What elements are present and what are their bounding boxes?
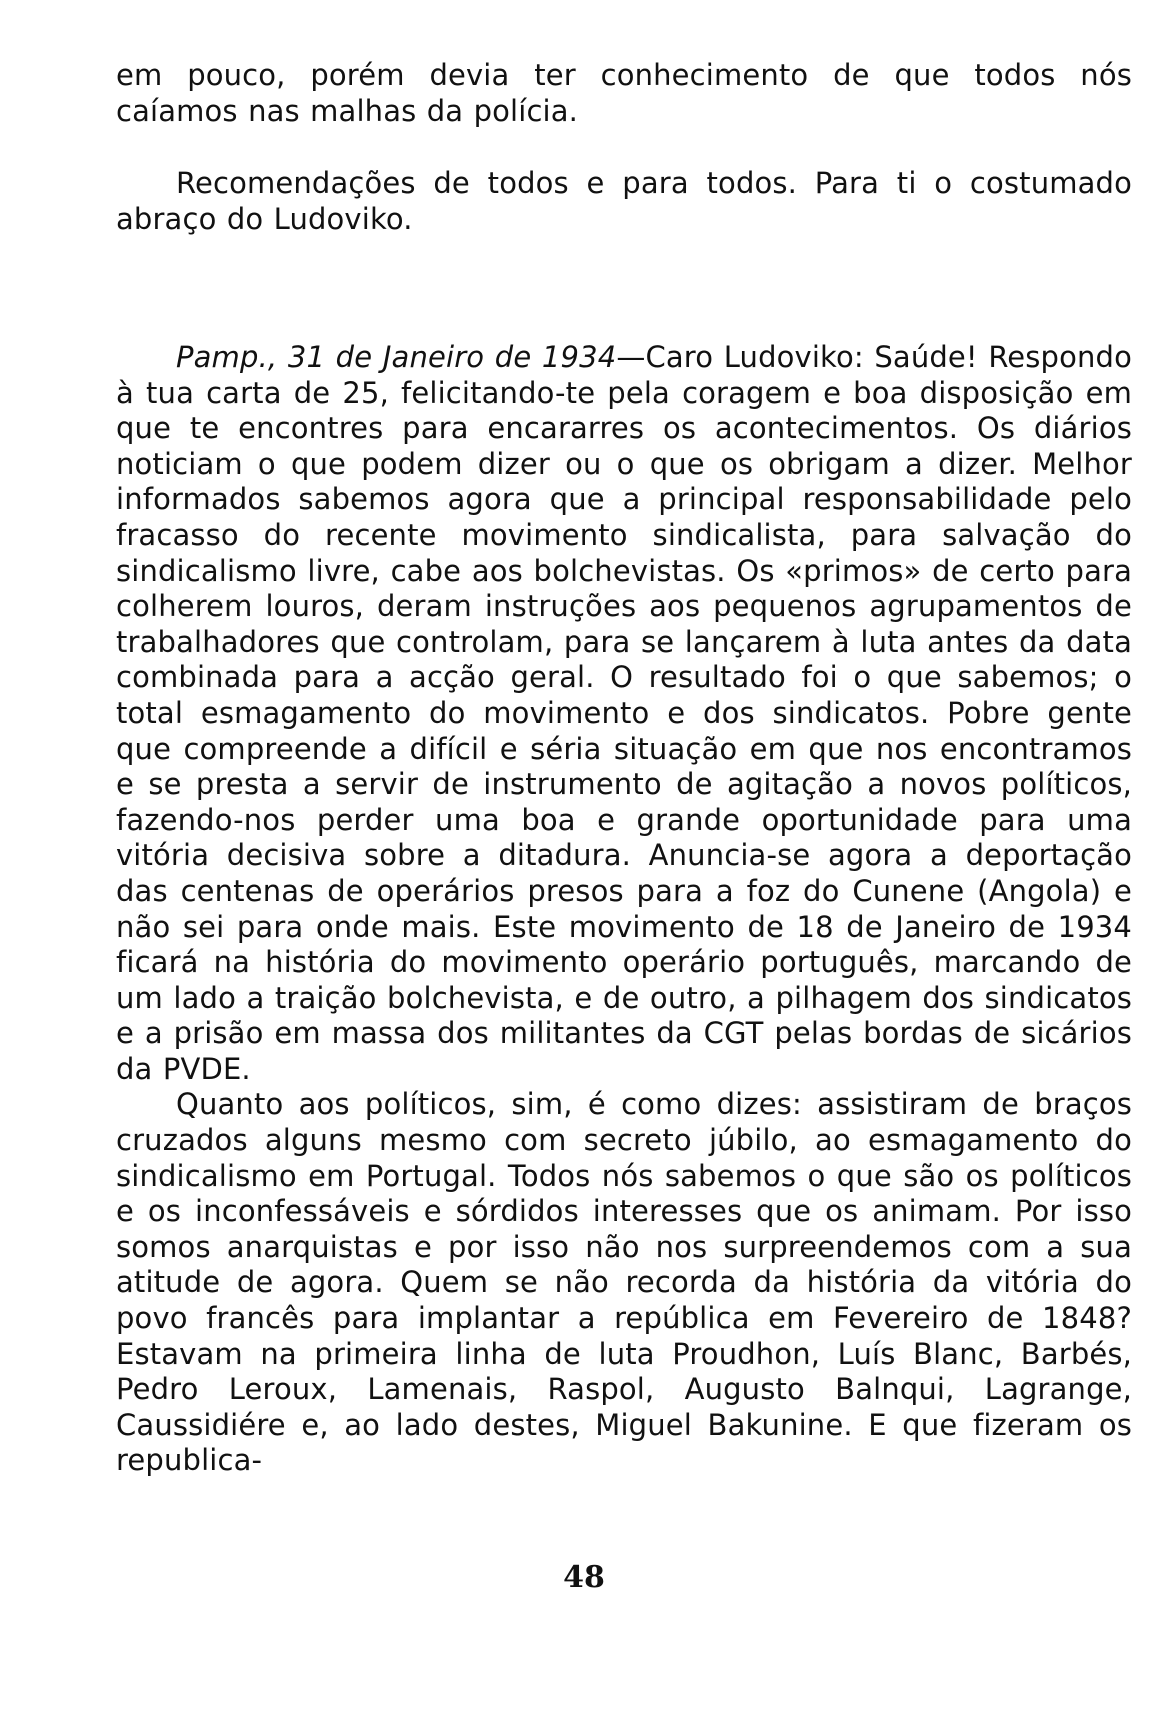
paragraph-text: Recomendações de todos e para todos. Para ti o costumado abraço do Ludoviko. [116, 166, 1132, 236]
letter-dateline: Pamp., 31 de Janeiro de 1934 [176, 340, 617, 374]
paragraph-continuation [116, 58, 1132, 129]
letter-opening-text: —Caro Ludoviko: Saúde! Respondo à tua carta de 25, felicitando-te pela coragem e boa disposição em que te encontres para encararres os acontecimentos. Os diários noticiam o que podem dizer ou o que os obrigam a dizer. Melhor informados sabemos agora que a principal responsabilidade pelo fracasso do recente movimento sindicalista, para salvação do sindicalismo livre, cabe aos bolchevistas. Os «primos» de certo para colherem louros, deram instruções aos pequenos agrupamentos de trabalhadores que controlam, para se lançarem à luta antes da data combinada para a acção geral. O resultado foi o que sabemos; o total esmagamento do movimento e dos sindicatos. Pobre gente que compreende a difícil e séria situação em que nos encontramos e se presta a servir de instrumento de agitação a novos políticos, fazendo-nos perder uma boa e grande oportunidade para uma vitória decisiva sobre a ditadura. Anuncia-se agora a deportação das centenas de operários presos para a foz do Cunene (Angola) e não sei para onde mais. Este movimento de 18 de Janeiro de 1934 ficará na história do movimento operário português, marcando de um lado a traição bolchevista, e de outro, a pilhagem dos sindicatos e a prisão em massa dos militantes da CGT pelas bordas de sicários da PVDE. [116, 340, 1132, 1086]
paragraph-text: em pouco, porém devia ter conhecimento de que todos nós caíamos nas malhas da polícia. [116, 58, 1132, 128]
page-number: 48 [563, 1560, 605, 1595]
letter-opening-paragraph [116, 340, 1132, 1087]
paragraph-recommendations [116, 166, 1132, 237]
paragraph-politicians: Quanto aos políticos, sim, é como dizes: assistiram de braços cruzados alguns mesmo com secreto júbilo, ao esmagamento do sindicalismo em Portugal. Todos nós sabemos o que são os políticos e os inconfessáveis e sórdidos interesses que os animam. Por isso somos anarquistas e por isso não nos surpreendemos com a sua atitude de agora. Quem se não recorda da história da vitória do povo francês para implantar a república em Fevereiro de 1848? Estavam na primeira linha de luta Proudhon, Luís Blanc, Barbés, Pedro Leroux, Lamenais, Raspol, Augusto Balnqui, Lagrange, Caussidiére e, ao lado destes, Miguel Bakunine. E que fizeram os republica- [116, 1087, 1132, 1478]
letter-section [116, 340, 1132, 1479]
